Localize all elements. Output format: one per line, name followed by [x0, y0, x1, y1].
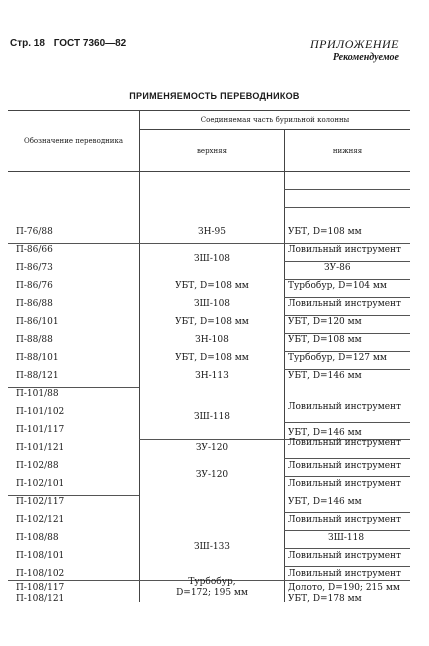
designation-cell: П-101/117: [16, 425, 65, 435]
designation-cell: П-102/121: [16, 515, 65, 525]
lower-cell: УБТ, D=146 мм: [288, 371, 362, 381]
header-group: [140, 111, 410, 171]
designation-cell: П-86/66: [16, 245, 53, 255]
designation-cell: П-102/117: [16, 497, 65, 507]
designation-cell: П-108/101: [16, 551, 65, 561]
lower-cell: Ловильный инструмент: [288, 438, 402, 448]
lower-cell: Ловильный инструмент: [288, 479, 402, 489]
header-upper: верхняя: [140, 130, 285, 171]
lower-cell: Турбобур, D=104 мм: [288, 281, 387, 291]
lower-cell: Ловильный инструмент: [288, 299, 402, 309]
upper-cell: ЗУ-120: [195, 443, 229, 453]
upper-cell: Турбобур,: [188, 577, 236, 587]
designation-cell: П-108/121: [16, 594, 65, 604]
table-body: [8, 172, 410, 602]
page-header: [10, 38, 132, 49]
lower-cell: УБТ, D=178 мм: [288, 594, 362, 604]
designation-cell: П-102/101: [16, 479, 65, 489]
upper-cell: ЗШ-133: [193, 542, 231, 552]
lower-cell: Ловильный инструмент: [288, 515, 402, 525]
designation-cell: П-101/102: [16, 407, 65, 417]
lower-cell: Долото, D=190; 215 мм: [288, 583, 400, 593]
appendix-label: [310, 37, 399, 63]
lower-cell: УБТ, D=108 мм: [288, 335, 362, 345]
designation-cell: П-101/121: [16, 443, 65, 453]
header-designation: Обозначение переводника: [8, 111, 140, 171]
lower-cell: Ловильный инструмент: [288, 569, 402, 579]
upper-cell: ЗУ-120: [195, 470, 229, 480]
designation-cell: П-86/76: [16, 281, 53, 291]
designation-cell: П-88/88: [16, 335, 53, 345]
designation-cell: П-88/101: [16, 353, 59, 363]
lower-cell: Ловильный инструмент: [288, 245, 402, 255]
designation-cell: П-108/102: [16, 569, 65, 579]
upper-cell: D=172; 195 мм: [176, 588, 248, 598]
lower-cell: ЗШ-118: [328, 533, 365, 543]
designation-cell: П-76/88: [16, 227, 53, 237]
lower-cell: УБТ, D=146 мм: [288, 497, 362, 507]
document-title: ПРИМЕНЯЕМОСТЬ ПЕРЕВОДНИКОВ: [129, 91, 300, 101]
lower-cell: Ловильный инструмент: [288, 551, 402, 561]
lower-cell: Ловильный инструмент: [288, 402, 402, 412]
lower-cell: Ловильный инструмент: [288, 461, 402, 471]
lower-cell: УБТ, D=146 мм: [288, 428, 362, 438]
designation-cell: П-86/73: [16, 263, 53, 273]
designation-cell: П-102/88: [16, 461, 59, 471]
appendix-title: ПРИЛОЖЕНИЕ: [310, 37, 399, 51]
upper-cell: ЗШ-108: [193, 254, 231, 264]
header-lower: нижняя: [332, 146, 363, 155]
page-number: Стр. 18: [10, 38, 45, 49]
upper-cell: УБТ, D=108 мм: [175, 353, 249, 363]
designation-cell: П-86/88: [16, 299, 53, 309]
designation-cell: П-101/88: [16, 389, 59, 399]
upper-cell: ЗН-95: [198, 227, 226, 237]
designation-cell: П-108/88: [16, 533, 59, 543]
upper-cell: УБТ, D=108 мм: [175, 281, 249, 291]
table-header: [8, 111, 410, 171]
designation-cell: П-86/101: [16, 317, 59, 327]
lower-cell: ЗУ-86: [324, 263, 351, 273]
header-connected-part: Соединяемая часть бурильной колонны: [140, 111, 410, 130]
upper-cell: УБТ, D=108 мм: [175, 317, 249, 327]
applicability-table: [8, 110, 410, 602]
designation-cell: П-108/117: [16, 583, 65, 593]
designation-cell: П-88/121: [16, 371, 59, 381]
appendix-subtitle: Рекомендуемое: [332, 52, 399, 63]
upper-cell: ЗН-113: [195, 371, 229, 381]
upper-cell: ЗШ-108: [193, 299, 231, 309]
standard-number: ГОСТ 7360—82: [53, 38, 127, 49]
lower-cell: УБТ, D=120 мм: [288, 317, 362, 327]
lower-cell: Турбобур, D=127 мм: [288, 353, 387, 363]
upper-cell: ЗН-108: [195, 335, 229, 345]
upper-cell: ЗШ-118: [193, 412, 231, 422]
lower-cell: УБТ, D=108 мм: [288, 227, 362, 237]
